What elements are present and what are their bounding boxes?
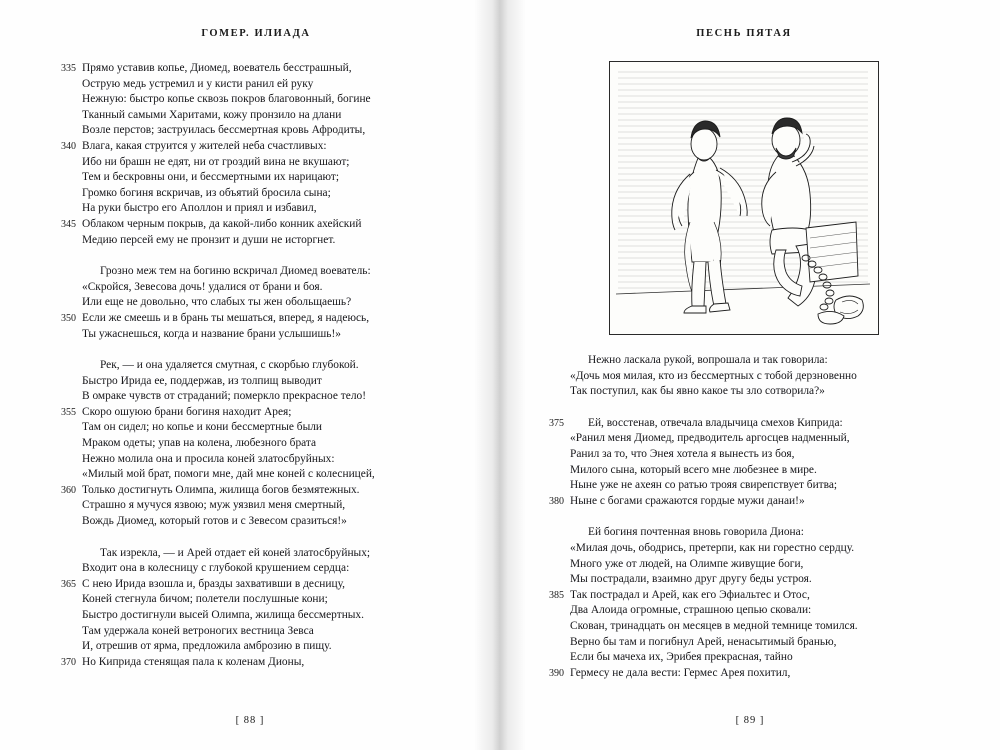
verse-line	[540, 384, 948, 400]
line-text: Входит она в колесницу с глубокой крушением сердца:	[82, 562, 350, 575]
verse-block	[540, 525, 948, 681]
line-text: Ты ужаснешься, когда и название брани услышишь!»	[82, 327, 341, 340]
verse-block	[540, 353, 948, 400]
line-text: Скоро ошуюю брани богиня находит Арея;	[82, 405, 292, 418]
verse-line	[540, 635, 948, 651]
verse-line	[52, 624, 460, 640]
verse-line	[52, 233, 460, 249]
verse-line	[540, 416, 948, 432]
line-text: Много уже от людей, на Олимпе живущие боги,	[570, 557, 804, 570]
verse-line	[52, 201, 460, 217]
verse-line	[52, 77, 460, 93]
line-text: Ныне с богами сражаются гордые мужи данаи!»	[570, 494, 805, 507]
line-text: Или еще не довольно, что слабых ты жен обольщаешь?	[82, 296, 352, 309]
line-number: 375	[549, 417, 564, 429]
verse-line	[540, 447, 948, 463]
line-number: 365	[61, 578, 76, 590]
line-text: С нею Ирида взошла и, бразды захвативши в десницу,	[82, 577, 345, 590]
line-text: Если бы мачеха их, Эрибея прекрасная, тайно	[570, 651, 793, 664]
verse-block	[52, 61, 460, 248]
verse-block	[52, 264, 460, 342]
verse-line	[540, 525, 948, 541]
line-text: Острую медь устремил и у кисти ранил ей руку	[82, 77, 314, 90]
verse-block	[540, 416, 948, 510]
verse-line	[52, 358, 460, 374]
verse-line	[52, 139, 460, 155]
line-text: В омраке чувств от страданий; померкло прекрасное тело!	[82, 390, 366, 403]
line-text: Вождь Диомед, который готов и с Зевесом сразиться!»	[82, 515, 347, 528]
line-text: Гермесу не дала вести: Гермес Арея похитил,	[570, 666, 791, 679]
line-text: Так пострадал и Арей, как его Эфиальтес и Отос,	[570, 588, 810, 601]
line-number: 345	[61, 218, 76, 230]
line-text: Громко богиня вскричав, из объятий бросила сына;	[82, 186, 331, 199]
verse-line	[540, 572, 948, 588]
gutter-shadow	[474, 0, 500, 750]
verse-line	[540, 431, 948, 447]
line-text: И, отрешив от ярма, предложила амброзию в пищу.	[82, 640, 332, 653]
line-text: Тканный самыми Харитами, кожу пронзило на длани	[82, 108, 342, 121]
verse-area-left	[52, 61, 460, 670]
line-number: 390	[549, 667, 564, 679]
line-number: 340	[61, 140, 76, 152]
line-text: Если же смеешь и в брань ты мешаться, вперед, я надеюсь,	[82, 311, 370, 324]
verse-line	[52, 280, 460, 296]
page-number-right: [ 89 ]	[735, 715, 765, 726]
verse-line	[52, 311, 460, 327]
verse-line	[52, 655, 460, 671]
line-text: Возле перстов; заструилась бессмертная кровь Афродиты,	[82, 124, 366, 137]
line-text: Верно бы там и погибнул Арей, ненасытимый бранью,	[570, 635, 837, 648]
line-text: Ныне уже не ахеян со ратью трояя свирепствует битва;	[570, 479, 838, 492]
page-number-left: [ 88 ]	[235, 715, 265, 726]
line-text: Прямо уставив копье, Диомед, воеватель бесстрашный,	[82, 62, 352, 74]
line-text: Рек, — и она удаляется смутная, с скорбью глубокой.	[100, 359, 359, 372]
line-text: «Скройся, Зевесова дочь! удалися от брани и боя.	[82, 280, 323, 293]
line-number: 335	[61, 63, 76, 74]
line-text: «Ранил меня Диомед, предводитель аргосцев надменный,	[570, 432, 850, 445]
verse-line	[540, 541, 948, 557]
line-text: «Милый мой брат, помоги мне, дай мне коней с колесницей,	[82, 468, 375, 481]
line-text: Так поступил, как бы явно какое ты зло сотворила?»	[570, 385, 825, 398]
verse-line	[540, 353, 948, 369]
verse-line	[52, 483, 460, 499]
line-number: 370	[61, 656, 76, 668]
verse-line	[52, 155, 460, 171]
line-number: 385	[549, 589, 564, 601]
line-text: Ранил за то, что Энея хотела я вынесть из боя,	[570, 447, 795, 460]
verse-line	[52, 389, 460, 405]
verse-line	[540, 588, 948, 604]
line-text: Нежную: быстро копье сквозь покров благовонный, богине	[82, 93, 371, 106]
verse-line	[52, 452, 460, 468]
verse-line	[52, 577, 460, 593]
verse-line	[52, 467, 460, 483]
verse-line	[52, 436, 460, 452]
line-text: Нежно молила она и просила коней златосбруйных:	[82, 452, 335, 465]
line-text: Мраком одеты; упав на колена, любезного брата	[82, 437, 317, 450]
verse-line	[52, 123, 460, 139]
verse-line	[52, 170, 460, 186]
line-text: Мы пострадали, взаимно друг другу беды устроя.	[570, 573, 812, 586]
running-head-left: ГОМЕР. ИЛИАДА	[201, 28, 311, 39]
verse-line	[540, 619, 948, 635]
verse-line	[540, 369, 948, 385]
verse-line	[52, 295, 460, 311]
verse-line	[52, 92, 460, 108]
verse-line	[52, 420, 460, 436]
verse-line	[52, 405, 460, 421]
verse-line	[52, 217, 460, 233]
verse-line	[52, 514, 460, 530]
line-text: Ибо ни брашн не едят, ни от гроздий вина не вкушают;	[82, 155, 350, 168]
line-text: «Милая дочь, ободрись, претерпи, как ни горестно сердцу.	[570, 541, 855, 554]
verse-line	[52, 61, 460, 77]
line-text: Коней стегнула бичом; полетели послушные кони;	[82, 593, 328, 606]
line-text: Быстро Ирида ее, поддержав, из толпищ выводит	[82, 374, 322, 387]
verse-line	[52, 108, 460, 124]
verse-line	[52, 186, 460, 202]
line-text: Влага, какая струится у жителей неба счастливых:	[82, 139, 327, 152]
line-text: Облаком черным покрыв, да какой-либо конник ахейский	[82, 217, 362, 230]
gutter-shadow	[500, 0, 526, 750]
line-text: Ей богиня почтенная вновь говорила Диона:	[588, 526, 804, 539]
verse-line	[52, 592, 460, 608]
line-text: Тем и бескровны они, и бессмертными их нарицают;	[82, 171, 340, 184]
line-text: Быстро достигнули высей Олимпа, жилища бессмертных.	[82, 609, 364, 621]
line-text: Скован, тринадцать он месяцев в медной темнице томился.	[570, 619, 858, 632]
verse-line	[540, 478, 948, 494]
line-text: Там удержала коней ветроногих вестница Зевса	[82, 624, 314, 637]
line-text: Нежно ласкала рукой, вопрошала и так говорила:	[588, 354, 828, 366]
verse-line	[540, 603, 948, 619]
verse-line	[540, 463, 948, 479]
line-number: 355	[61, 406, 76, 418]
verse-line	[52, 327, 460, 343]
verse-block	[52, 546, 460, 671]
line-text: Два Алоида огромные, страшною цепью сковали:	[570, 604, 812, 617]
line-text: Ей, восстенав, отвечала владычица смехов Киприда:	[588, 416, 843, 429]
line-text: Так изрекла, — и Арей отдает ей коней златосбруйных;	[100, 546, 371, 559]
verse-line	[540, 557, 948, 573]
verse-block	[52, 358, 460, 530]
engraving-ares-and-aphrodite	[609, 61, 879, 335]
verse-line	[52, 498, 460, 514]
verse-line	[52, 374, 460, 390]
line-text: Медию персей ему не пронзит и души не исторгнет.	[82, 233, 336, 246]
verse-line	[52, 561, 460, 577]
verse-area-right	[540, 353, 948, 681]
verse-line	[52, 608, 460, 624]
line-text: Милого сына, который всего мне любезнее в мире.	[570, 463, 817, 476]
verse-line	[52, 546, 460, 562]
line-text: Грозно меж тем на богиню вскричал Диомед воеватель:	[100, 265, 371, 278]
line-text: Только достигнуть Олимпа, жилища богов безмятежных.	[82, 483, 360, 496]
verse-line	[540, 650, 948, 666]
verse-line	[52, 264, 460, 280]
running-head-right: ПЕСНЬ ПЯТАЯ	[696, 28, 792, 39]
verse-line	[52, 639, 460, 655]
verse-line	[540, 666, 948, 682]
line-text: Но Киприда стенящая пала к коленам Дионы,	[82, 655, 305, 668]
line-number: 360	[61, 484, 76, 496]
line-text: «Дочь моя милая, кто из бессмертных с тобой дерзновенно	[570, 369, 857, 382]
verse-line	[540, 494, 948, 510]
line-text: Там он сидел; но копье и кони бессмертные были	[82, 421, 323, 434]
line-text: Страшно я мучуся язвою; муж уязвил меня смертный,	[82, 499, 346, 512]
line-number: 350	[61, 312, 76, 324]
page-right	[500, 0, 1000, 750]
line-number: 380	[549, 495, 564, 507]
line-text: На руки быстро его Аполлон и приял и избавил,	[82, 202, 317, 215]
